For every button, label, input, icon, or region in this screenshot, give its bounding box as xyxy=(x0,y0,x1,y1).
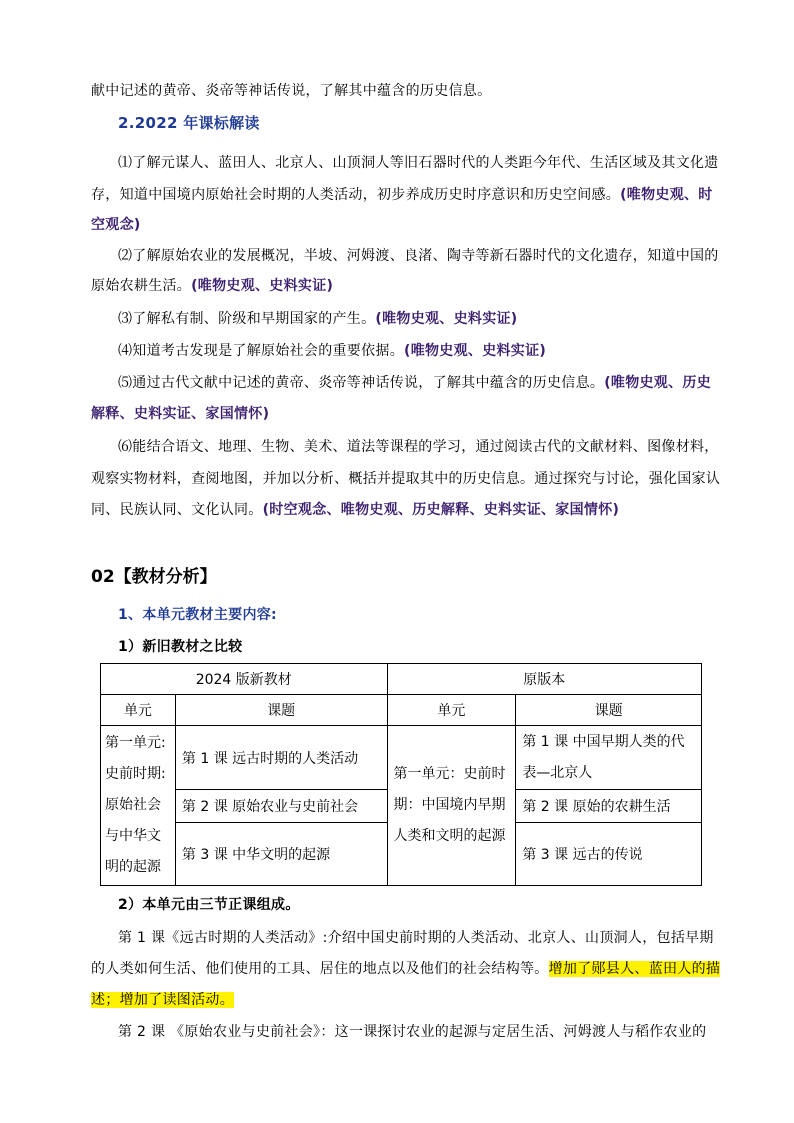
new-lesson-label: 课题 xyxy=(175,695,387,726)
standard-1-line-2 xyxy=(91,185,713,205)
standard-4-text: ⑷知道考古发现是了解原始社会的重要依据。 xyxy=(118,343,404,359)
standard-3-line-1 xyxy=(118,309,733,329)
new-unit-line: 与中华文 xyxy=(105,828,161,844)
new-unit-line: 原始社会 xyxy=(105,797,161,813)
para-1-highlight-cont: 述；增加了读图活动。 xyxy=(91,992,234,1008)
table-subheader-row xyxy=(101,695,702,726)
para-1-text: 的人类如何生活、他们使用的工具、居住的地点以及他们的社会结构等。 xyxy=(91,961,549,977)
old-textbook-header: 原版本 xyxy=(387,664,702,695)
standard-2-text: 原始农耕生活。 xyxy=(91,278,192,294)
standard-1-tag: (唯物史观、时 xyxy=(620,187,713,203)
old-lesson-1-line: 第 1 课 中国早期人类的代 xyxy=(522,733,685,750)
standard-4-line-1 xyxy=(118,341,733,361)
standard-3-text: ⑶了解私有制、阶级和早期国家的产生。 xyxy=(118,311,376,327)
old-unit-label: 单元 xyxy=(387,695,516,726)
comparison-table xyxy=(100,663,702,886)
standard-2-line-2 xyxy=(91,276,706,296)
old-lesson-1-line: 表—北京人 xyxy=(522,764,593,781)
table-row xyxy=(101,726,702,759)
new-lesson-1: 第 1 课 远古时期的人类活动 xyxy=(175,726,387,790)
standard-5-line-2: 解释、史料实证、家国情怀) xyxy=(91,406,270,422)
old-unit-line: 期：中国境内早期 xyxy=(393,797,506,813)
standard-6-tag: (时空观念、唯物史观、历史解释、史料实证、家国情怀) xyxy=(262,502,620,518)
standard-1-line-1: ⑴了解元谋人、蓝田人、北京人、山顶洞人等旧石器时代的人类距今年代、生活区域及其文化遗 xyxy=(118,155,719,171)
new-lesson-2: 第 2 课 原始农业与史前社会 xyxy=(175,790,387,823)
old-lesson-1 xyxy=(516,726,702,790)
new-unit-line: 史前时期: xyxy=(105,766,166,782)
standard-5-tag: (唯物史观、历史 xyxy=(604,375,712,391)
para-1-line-3 xyxy=(91,990,706,1010)
para-1-line-1: 第 1 课《远古时期的人类活动》:介绍中国史前时期的人类活动、北京人、山顶洞人，包括早期 xyxy=(118,930,714,946)
standard-6-line-3 xyxy=(91,500,706,520)
subheading-main-content: 1、本单元教材主要内容: xyxy=(118,607,277,623)
standard-1-text: 存，知道中国境内原始社会时期的人类活动，初步养成历史时序意识和历史空间感。 xyxy=(91,187,621,203)
standard-2-tag: (唯物史观、史料实证) xyxy=(191,278,334,294)
standard-6-text: 同、民族认同、文化认同。 xyxy=(91,502,263,518)
old-lesson-3: 第 3 课 远古的传说 xyxy=(516,822,702,885)
new-lesson-3: 第 3 课 中华文明的起源 xyxy=(175,822,387,885)
new-unit-line: 明的起源 xyxy=(105,859,161,875)
old-lesson-label: 课题 xyxy=(516,695,702,726)
new-unit-label: 单元 xyxy=(101,695,176,726)
old-unit-line: 第一单元：史前时 xyxy=(393,766,506,782)
intro-line: 献中记述的黄帝、炎帝等神话传说，了解其中蕴含的历史信息。 xyxy=(91,83,492,99)
standard-3-tag: (唯物史观、史料实证) xyxy=(375,311,518,327)
para-1-highlight: 增加了郧县人、蓝田人的描 xyxy=(548,961,721,977)
para-1-line-2 xyxy=(91,959,721,979)
old-unit-cell xyxy=(387,726,516,886)
standard-6-line-1: ⑹能结合语文、地理、生物、美术、道法等课程的学习，通过阅读古代的文献材料、图像材料， xyxy=(118,439,719,455)
standard-5-text: ⑸通过古代文献中记述的黄帝、炎帝等神话传说，了解其中蕴含的历史信息。 xyxy=(118,375,605,391)
new-unit-cell xyxy=(101,726,176,886)
old-lesson-2: 第 2 课 原始的农耕生活 xyxy=(516,790,702,823)
standard-2-line-1: ⑵了解原始农业的发展概况，半坡、河姆渡、良渚、陶寺等新石器时代的文化遗存，知道中国的 xyxy=(118,248,719,264)
table-header-row xyxy=(101,664,702,695)
subheading-comparison: 1）新旧教材之比较 xyxy=(118,639,243,655)
standard-1-line-3: 空观念) xyxy=(91,217,141,233)
section-title: 02【教材分析】 xyxy=(91,567,217,587)
subheading-three-lessons: 2）本单元由三节正课组成。 xyxy=(118,897,300,913)
old-unit-line: 人类和文明的起源 xyxy=(393,828,506,844)
new-unit-line: 第一单元: xyxy=(105,735,166,751)
standards-heading: 2.2022 年课标解读 xyxy=(118,114,260,132)
standard-4-tag: (唯物史观、史料实证) xyxy=(404,343,547,359)
standard-5-line-1 xyxy=(118,373,712,393)
standard-6-line-2: 观察实物材料，查阅地图，并加以分析、概括并提取其中的历史信息。通过探究与讨论，强化国家认 xyxy=(91,471,721,487)
new-textbook-header: 2024 版新教材 xyxy=(101,664,388,695)
para-2-line-1: 第 2 课 《原始农业与史前社会》：这一课探讨农业的起源与定居生活、河姆渡人与稻作农业的 xyxy=(118,1024,707,1040)
